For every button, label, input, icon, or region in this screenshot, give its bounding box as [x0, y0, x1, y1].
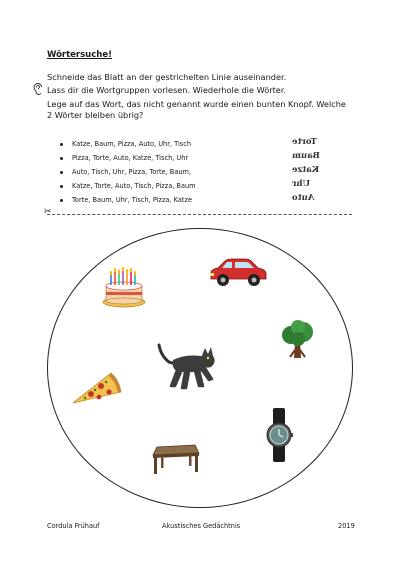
word-group-list [60, 137, 196, 207]
mirrored-word: Torte [292, 137, 317, 147]
cut-line [47, 214, 352, 215]
footer-author: Cordula Frühauf [47, 522, 100, 530]
word-group: Katze, Torte, Auto, Tisch, Pizza, Baum [60, 179, 196, 193]
mirrored-word: Uhr [292, 179, 311, 189]
cat-icon [155, 342, 219, 390]
tree-icon [279, 320, 317, 360]
instruction-button: Lege auf das Wort, das nicht genannt wurde einen bunten Knopf. Welche 2 Wörter bleiben übrig? [47, 99, 346, 120]
mirrored-word-list [292, 135, 350, 205]
cake-icon [102, 266, 146, 308]
instruction-listen: Lass dir die Wortgruppen vorlesen. Wiederhole die Wörter. [47, 85, 287, 95]
watch-icon [265, 408, 293, 462]
scissors-icon: ✂ [44, 207, 52, 217]
mirrored-word: Katze [292, 165, 320, 175]
footer-topic: Akustisches Gedächtnis [162, 522, 241, 530]
ear-icon [33, 83, 44, 95]
table-icon [151, 443, 201, 475]
word-group: Katze, Baum, Pizza, Auto, Uhr, Tisch [60, 137, 196, 151]
pizza-icon [71, 370, 123, 406]
word-group: Torte, Baum, Uhr, Tisch, Pizza, Katze [60, 193, 196, 207]
word-group: Pizza, Torte, Auto, Katze, Tisch, Uhr [60, 151, 196, 165]
car-icon [208, 257, 268, 289]
instruction-cut: Schneide das Blatt an der gestrichelten Linie auseinander. [47, 72, 287, 82]
page-title: Wörtersuche! [47, 50, 112, 60]
mirrored-word: Baum [292, 151, 320, 161]
footer-year: 2019 [338, 522, 355, 530]
word-group: Auto, Tisch, Uhr, Pizza, Torte, Baum, [60, 165, 196, 179]
mirrored-word: Auto [292, 193, 315, 203]
